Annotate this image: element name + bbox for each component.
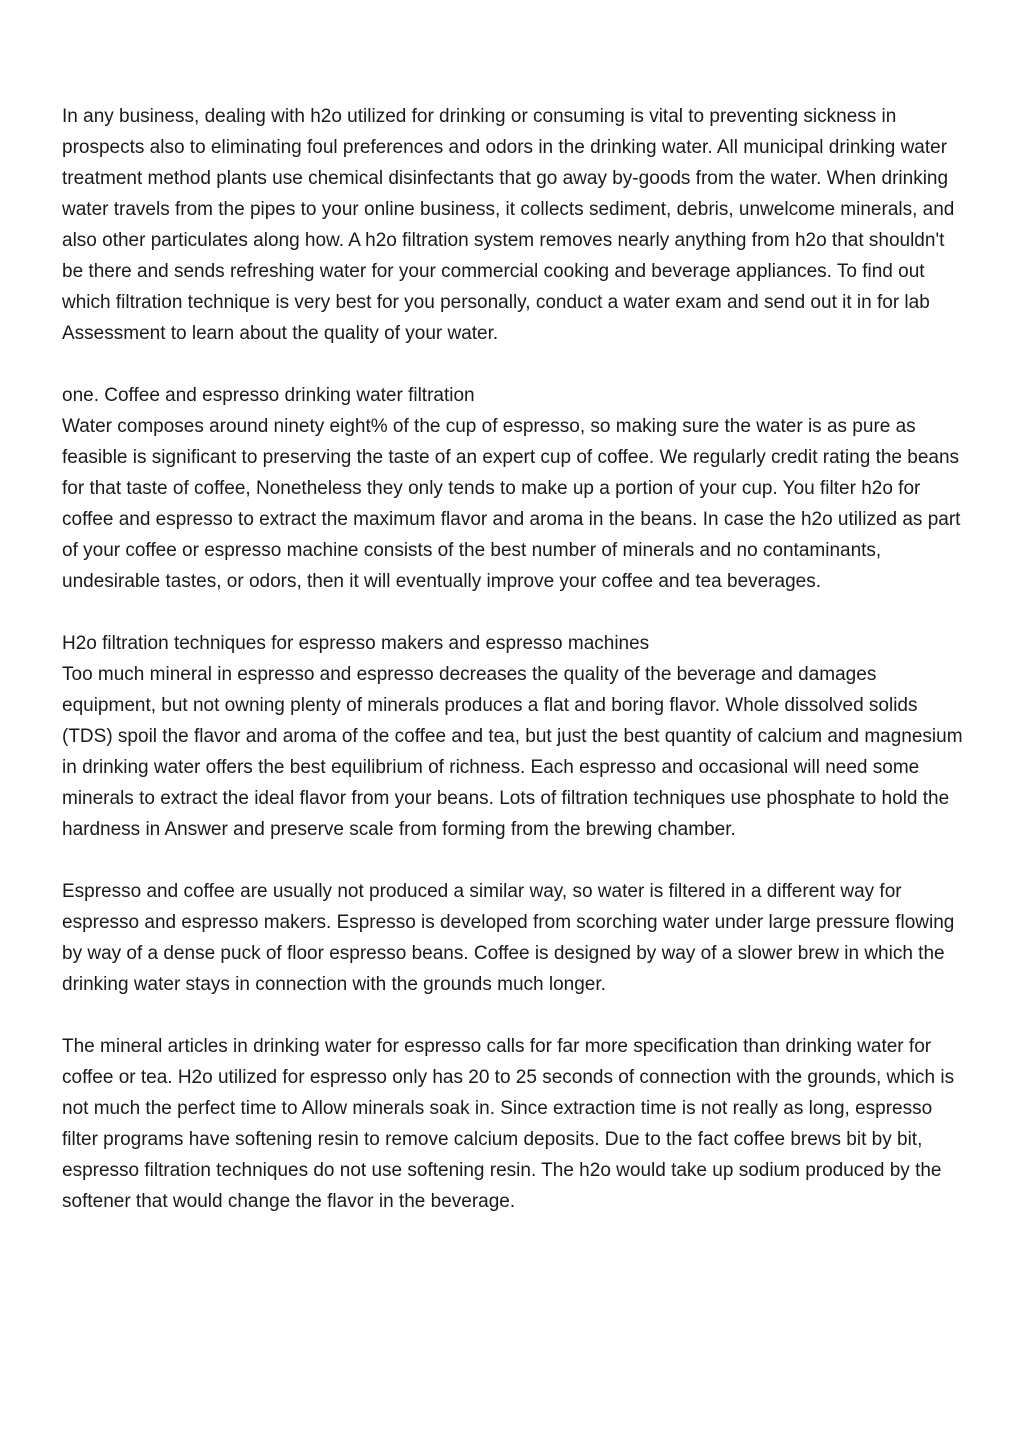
paragraph-espresso-techniques	[62, 628, 970, 845]
paragraph-text: Water composes around ninety eight% of the cup of espresso, so making sure the water is as pure as feasible is significant to preserving the taste of an expert cup of coffee. We regularly credit rating the beans for that taste of coffee, Nonetheless they only tends to make up a portion of your cup. You filter h2o for coffee and espresso to extract the maximum flavor and aroma in the beans. In case the h2o utilized as part of your coffee or espresso machine consists of the best number of minerals and no contaminants, undesirable tastes, or odors, then it will eventually improve your coffee and tea beverages.	[62, 416, 961, 592]
paragraph-intro	[62, 101, 970, 349]
paragraph-text: Too much mineral in espresso and espresso decreases the quality of the beverage and damages equipment, but not owning plenty of minerals produces a flat and boring flavor. Whole dissolved solids (TDS) spoil the flavor and aroma of the coffee and tea, but just the best quantity of calcium and magnesium in drinking water offers the best equilibrium of richness. Each espresso and occasional will need some minerals to extract the ideal flavor from your beans. Lots of filtration techniques use phosphate to hold the hardness in Answer and preserve scale from forming from the brewing chamber.	[62, 664, 963, 840]
paragraph-mineral-content	[62, 1031, 970, 1217]
paragraph-espresso-vs-coffee	[62, 876, 970, 1000]
document-page	[62, 101, 970, 1248]
paragraph-coffee-filtration	[62, 380, 970, 597]
section-heading: one. Coffee and espresso drinking water filtration	[62, 385, 475, 406]
paragraph-text: Espresso and coffee are usually not produced a similar way, so water is filtered in a different way for espresso and espresso makers. Espresso is developed from scorching water under large pressure flowing by way of a dense puck of floor espresso beans. Coffee is designed by way of a slower brew in which the drinking water stays in connection with the grounds much longer.	[62, 881, 955, 995]
section-heading: H2o filtration techniques for espresso makers and espresso machines	[62, 633, 650, 654]
paragraph-text: In any business, dealing with h2o utilized for drinking or consuming is vital to preventing sickness in prospects also to eliminating foul preferences and odors in the drinking water. All municipal drinking water treatment method plants use chemical disinfectants that go away by-goods from the water. When drinking water travels from the pipes to your online business, it collects sediment, debris, unwelcome minerals, and also other particulates along how. A h2o filtration system removes nearly anything from h2o that shouldn't be there and sends refreshing water for your commercial cooking and beverage appliances. To find out which filtration technique is very best for you personally, conduct a water exam and send out it in for lab Assessment to learn about the quality of your water.	[62, 106, 955, 344]
paragraph-text: The mineral articles in drinking water for espresso calls for far more specification than drinking water for coffee or tea. H2o utilized for espresso only has 20 to 25 seconds of connection with the grounds, which is not much the perfect time to Allow minerals soak in. Since extraction time is not really as long, espresso filter programs have softening resin to remove calcium deposits. Due to the fact coffee brews bit by bit, espresso filtration techniques do not use softening resin. The h2o would take up sodium produced by the softener that would change the flavor in the beverage.	[62, 1036, 955, 1212]
